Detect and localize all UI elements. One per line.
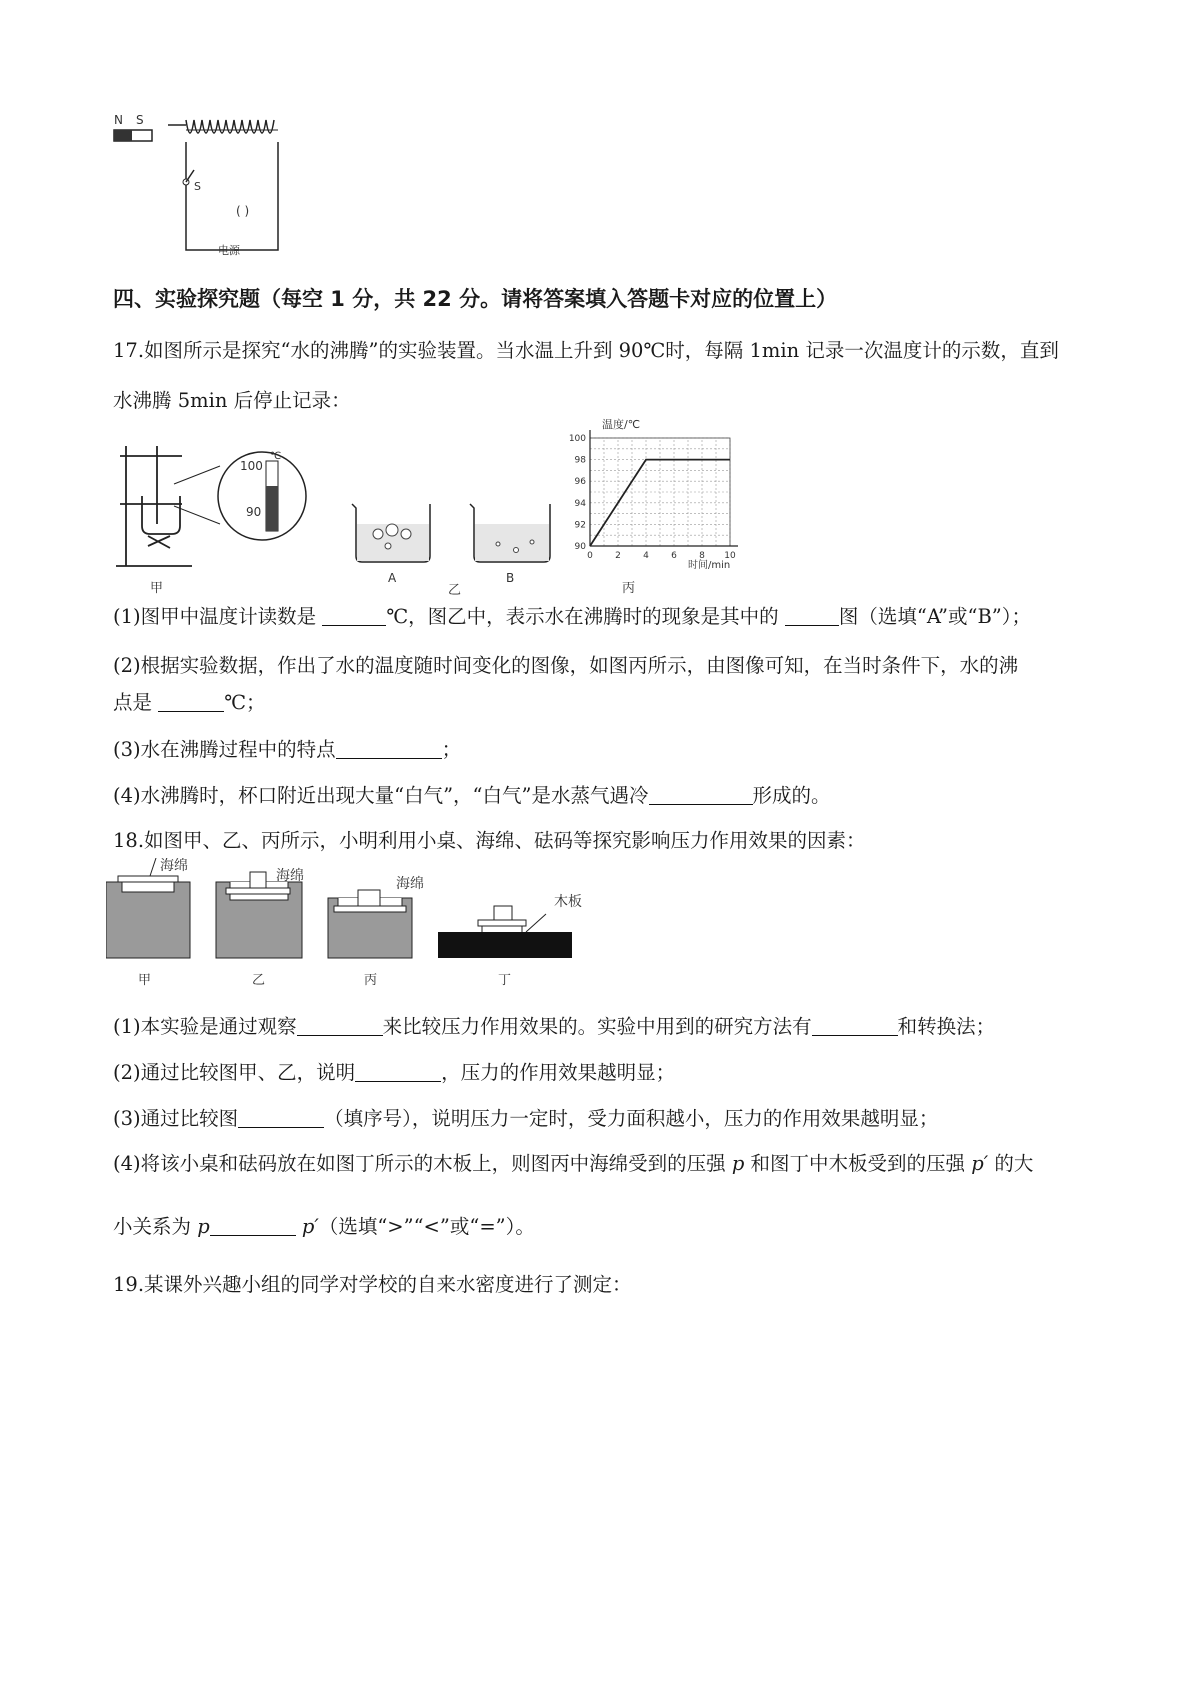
section-heading: 四、实验探究题（每空 1 分，共 22 分。请将答案填入答题卡对应的位置上） bbox=[113, 287, 838, 311]
q17-p1-c: 图（选填“A”或“B”）； bbox=[838, 605, 1032, 628]
q18-p2-b: ，压力的作用效果越明显； bbox=[441, 1061, 676, 1084]
q17-p2-c: ℃； bbox=[224, 691, 266, 714]
q18-part-1 bbox=[113, 1017, 995, 1037]
q17-p4-b: 形成的。 bbox=[752, 784, 831, 807]
q19-intro: 19.某课外兴趣小组的同学对学校的自来水密度进行了测定： bbox=[113, 1273, 632, 1296]
q18-p4-f: p′ bbox=[301, 1215, 319, 1238]
magnet-s-label: S bbox=[136, 113, 144, 127]
coil-circuit-figure bbox=[108, 110, 318, 260]
q18-p4-e: p bbox=[197, 1215, 210, 1238]
q18-p4-p: p bbox=[731, 1152, 745, 1175]
label-bing: 丙 bbox=[622, 581, 636, 596]
q17-blank-1[interactable] bbox=[322, 607, 386, 626]
y-axis-label: 温度/℃ bbox=[602, 418, 641, 431]
sponge-label-bing: 海绵 bbox=[396, 876, 424, 892]
q17-figure-yi bbox=[348, 500, 568, 600]
x-tick-label: 4 bbox=[643, 551, 649, 561]
setup-jia bbox=[106, 858, 190, 958]
q17-p2-b: 点是 bbox=[113, 691, 159, 714]
q18-part-3 bbox=[113, 1109, 938, 1129]
q18-p4-d: 小关系为 bbox=[113, 1215, 198, 1238]
sponge-label-jia: 海绵 bbox=[160, 858, 188, 874]
chart-grid bbox=[590, 438, 730, 546]
q17-part-4 bbox=[113, 786, 831, 806]
q18-p4-a: (4)将该小桌和砝码放在如图丁所示的木板上，则图丙中海绵受到的压强 bbox=[113, 1152, 732, 1175]
q17-part-1 bbox=[113, 607, 1031, 627]
switch-s-label: S bbox=[194, 180, 201, 193]
thermo-90: 90 bbox=[246, 505, 262, 519]
x-tick-label: 8 bbox=[699, 551, 705, 561]
label-bing-18: 丙 bbox=[364, 973, 378, 988]
q18-blank-4[interactable] bbox=[238, 1109, 324, 1128]
setup-bing bbox=[328, 876, 424, 958]
q17-figure-bing bbox=[560, 416, 780, 600]
y-tick-label: 98 bbox=[574, 455, 586, 466]
label-a: A bbox=[388, 571, 397, 585]
x-tick-label: 2 bbox=[615, 551, 621, 561]
q18-figure bbox=[106, 858, 626, 988]
power-source-label: 电源 bbox=[218, 244, 240, 257]
q18-blank-5[interactable] bbox=[210, 1217, 296, 1236]
q18-p4-b: 和图丁中木板受到的压强 bbox=[744, 1152, 972, 1175]
q18-blank-2[interactable] bbox=[812, 1017, 898, 1036]
q18-blank-1[interactable] bbox=[297, 1017, 383, 1036]
magnet-n-label: N bbox=[114, 113, 123, 127]
q17-p3-a: (3)水在沸腾过程中的特点 bbox=[113, 738, 336, 761]
paren-label: ( ) bbox=[236, 204, 250, 218]
x-tick-label: 6 bbox=[671, 551, 677, 561]
q17-p1-b: ℃，图乙中，表示水在沸腾时的现象是其中的 bbox=[386, 605, 785, 628]
x-tick-label: 0 bbox=[587, 551, 593, 561]
q17-p1-a: (1)图甲中温度计读数是 bbox=[113, 605, 323, 628]
q18-p4-c: 的大 bbox=[988, 1152, 1034, 1175]
q17-intro-line-2: 水沸腾 5min 后停止记录： bbox=[113, 389, 351, 412]
label-b: B bbox=[506, 571, 515, 585]
q17-p3-b: ； bbox=[441, 738, 462, 761]
q17-part-3 bbox=[113, 740, 461, 760]
q18-p4-pp: p′ bbox=[971, 1152, 989, 1175]
q17-p4-a: (4)水沸腾时，杯口附近出现大量“白气”，“白气”是水蒸气遇冷 bbox=[113, 784, 649, 807]
board-label: 木板 bbox=[554, 894, 582, 910]
q17-blank-2[interactable] bbox=[785, 607, 839, 626]
y-tick-label: 90 bbox=[574, 542, 586, 552]
q18-part-4-line-2 bbox=[113, 1217, 535, 1237]
q18-part-4-line-1 bbox=[113, 1154, 1033, 1174]
q18-p1-a: (1)本实验是通过观察 bbox=[113, 1015, 297, 1038]
q18-intro: 18.如图甲、乙、丙所示，小明利用小桌、海绵、砝码等探究影响压力作用效果的因素： bbox=[113, 829, 866, 852]
y-tick-label: 94 bbox=[574, 498, 586, 509]
setup-yi bbox=[216, 868, 304, 958]
q18-p1-b: 来比较压力作用效果的。实验中用到的研究方法有 bbox=[382, 1015, 812, 1038]
q17-intro-line-1: 17.如图所示是探究“水的沸腾”的实验装置。当水温上升到 90℃时，每隔 1min 记录一次温度计的示数，直到 bbox=[113, 339, 1059, 362]
q17-blank-3[interactable] bbox=[158, 693, 224, 712]
label-jia: 甲 bbox=[150, 581, 164, 596]
q18-p4-g: （选填“>”“<”或“=”）。 bbox=[318, 1215, 535, 1238]
q18-p3-b: （填序号），说明压力一定时，受力面积越小，压力的作用效果越明显； bbox=[324, 1107, 939, 1130]
q18-part-2 bbox=[113, 1063, 675, 1083]
label-ding-18: 丁 bbox=[498, 973, 512, 988]
q18-blank-3[interactable] bbox=[355, 1063, 441, 1082]
label-jia-18: 甲 bbox=[138, 973, 152, 988]
sponge-label-yi: 海绵 bbox=[276, 868, 304, 884]
thermo-100: 100 bbox=[240, 459, 263, 473]
label-yi: 乙 bbox=[448, 583, 462, 598]
y-tick-label: 92 bbox=[574, 520, 586, 531]
label-yi-18: 乙 bbox=[252, 973, 266, 988]
q18-p1-c: 和转换法； bbox=[897, 1015, 996, 1038]
x-axis-label: 时间/min bbox=[688, 560, 731, 571]
y-tick-label: 96 bbox=[574, 477, 586, 488]
q17-part-2-line-2 bbox=[113, 693, 266, 713]
q17-blank-5[interactable] bbox=[649, 786, 753, 805]
beaker-b-water bbox=[475, 524, 549, 561]
thermo-unit: ℃ bbox=[270, 451, 282, 462]
q18-p2-a: (2)通过比较图甲、乙，说明 bbox=[113, 1061, 356, 1084]
q18-p3-a: (3)通过比较图 bbox=[113, 1107, 239, 1130]
q17-figure-jia bbox=[112, 436, 312, 596]
setup-ding bbox=[438, 893, 582, 958]
q17-part-2-line-1: (2)根据实验数据，作出了水的温度随时间变化的图像，如图丙所示，由图像可知，在当时条件下，水的沸 bbox=[113, 654, 1019, 677]
q17-blank-4[interactable] bbox=[336, 740, 442, 759]
y-tick-label: 100 bbox=[568, 434, 586, 444]
x-tick-label: 10 bbox=[724, 551, 736, 561]
